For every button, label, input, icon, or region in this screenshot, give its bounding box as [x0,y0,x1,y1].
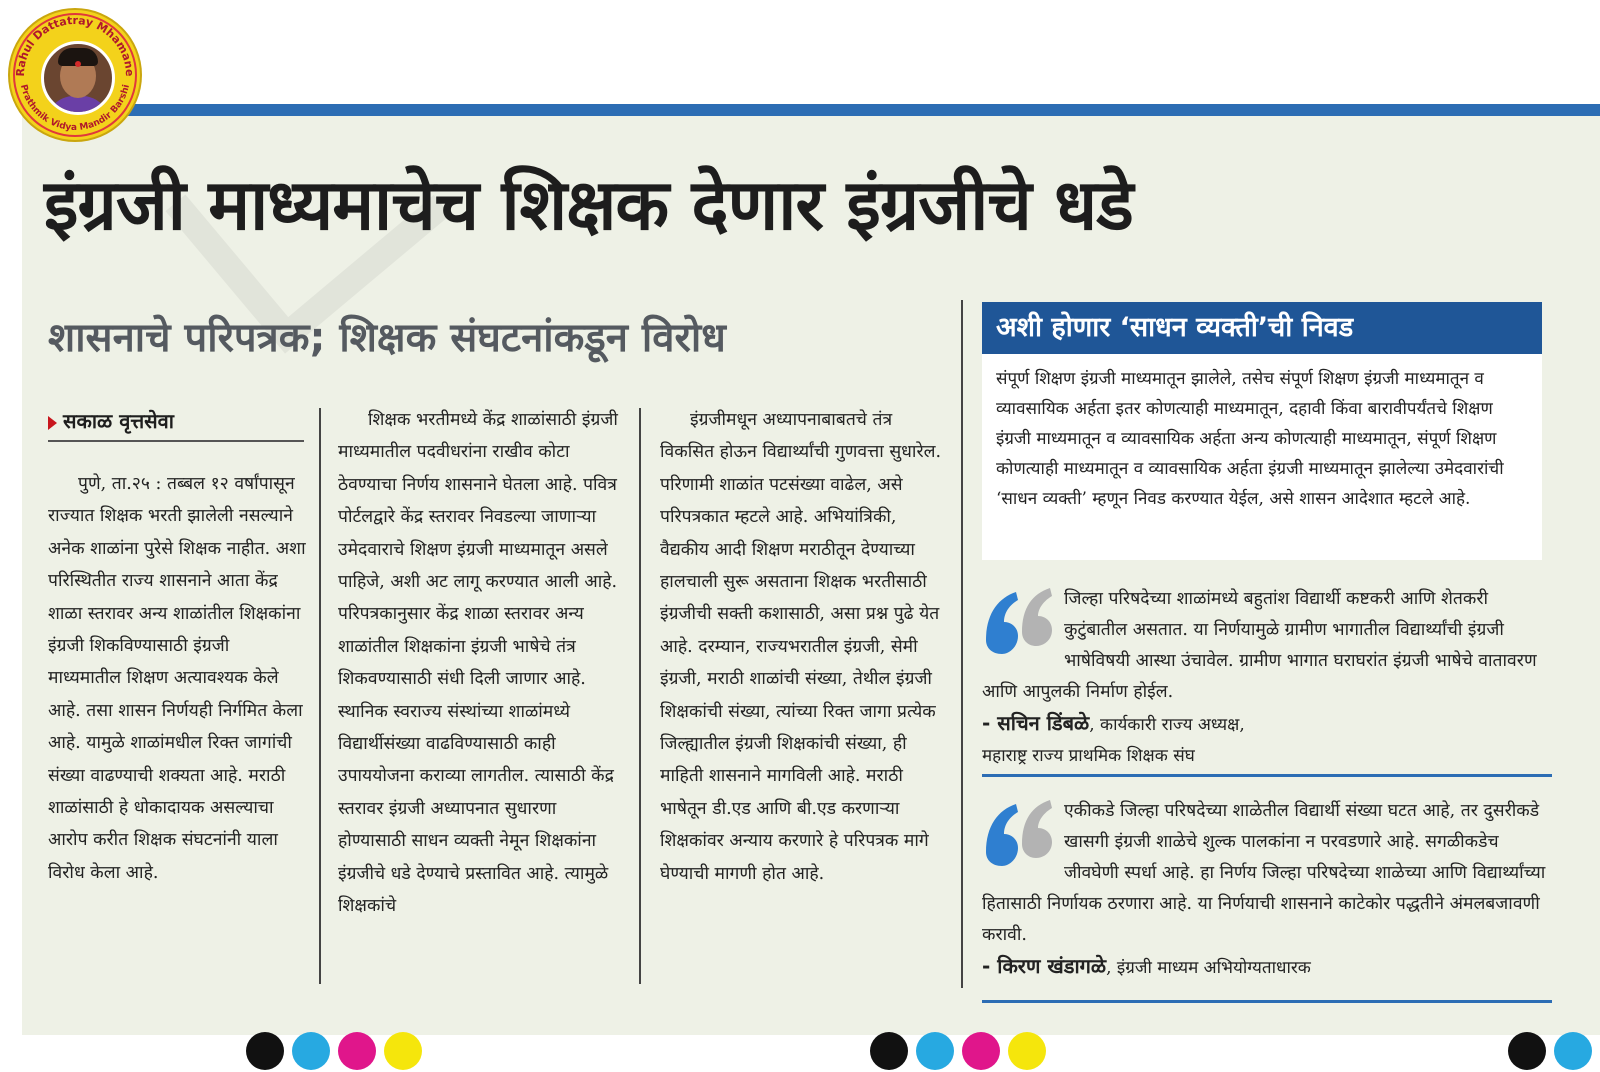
sidebar-box-title: अशी होणार ‘साधन व्यक्ती’ची निवड [982,302,1542,354]
badge-school-text: Prathmik Vidya Mandir Barshi [17,83,132,134]
quote-author: - सचिन डिंबळे [982,711,1090,735]
quote-author: - किरण खंडागळे [982,954,1107,978]
column-divider [319,408,321,984]
article-column-3 [660,404,944,890]
article-paragraph: शिक्षक भरतीमध्ये केंद्र शाळांसाठी इंग्रजी माध्यमातील पदवीधरांना राखीव कोटा ठेवण्याचा निर्णय शासनाने घेतला आहे. पवित्र पोर्टलद्वारे केंद्र स्तरावर निवडल्या जाणाऱ्या उमेदवाराचे शिक्षण इंग्रजी माध्यमातून असले पाहिजे, अशी अट लागू करण्यात आली आहे. परिपत्रकानुसार केंद्र शाळा स्तरावर अन्य शाळांतील शिक्षकांना इंग्रजी भाषेचे तंत्र शिकवण्यासाठी संधी दिली जाणार आहे. स्थानिक स्वराज्य संस्थांच्या शाळांमध्ये विद्यार्थीसंख्या वाढविण्यासाठी काही उपाययोजना कराव्या लागतील. त्यासाठी केंद्र स्तरावर इंग्रजी अध्यापनात सुधारणा होण्यासाठी साधन व्यक्ती नेमून शिक्षकांना इंग्रजीचे धडे देण्याचे प्रस्तावित आहे. त्यामुळे शिक्षकांचे [338,410,618,917]
quote-author-role: , कार्यकारी राज्य अध्यक्ष, [1089,715,1245,735]
quote-author-org: महाराष्ट्र राज्य प्राथमिक शिक्षक संघ [982,746,1195,766]
badge-name-text: Rahul Dattatray Mhamane [13,13,137,77]
quote-text: जिल्हा परिषदेच्या शाळांमध्ये बहुतांश विद्यार्थी कष्टकरी आणि शेतकरी कुटुंबातील असतात. या निर्णयामुळे ग्रामीण भागातील विद्यार्थ्यांची इंग्रजी भाषेविषयी आस्था उंचावेल. ग्रामीण भागात घराघरांत इंग्रजी भाषेचे वातावरण आणि आपुलकी निर्माण होईल. [982,589,1537,702]
quote-attribution [982,951,1552,984]
quote-block [982,584,1552,772]
sidebar-divider [982,774,1552,777]
article-column-2 [338,404,622,923]
column-divider [639,408,641,984]
subheadline: शासनाचे परिपत्रक; शिक्षक संघटनांकडून विरोध [48,315,726,361]
article-column-1 [48,468,306,889]
quote-mark-icon [982,796,1058,880]
sidebar-divider [982,1000,1552,1003]
byline-marker-icon [48,416,57,430]
quote-attribution [982,708,1552,741]
quote-block [982,796,1552,984]
byline-text: सकाळ वृत्तसेवा [63,409,174,433]
quote-author-role: , इंग्रजी माध्यम अभियोग्यताधारक [1106,958,1311,978]
avatar [41,41,115,115]
quote-mark-icon [982,584,1058,668]
quote-text: एकीकडे जिल्हा परिषदेच्या शाळेतील विद्यार्थी संख्या घटत आहे, तर दुसरीकडे खासगी इंग्रजी शाळेचे शुल्क पालकांना न परवडणारे आहे. सगळीकडेच जीवघेणी स्पर्धा आहे. हा निर्णय जिल्हा परिषदेच्या शाळेच्या आणि विद्यार्थ्यांच्या हितासाठी निर्णायक ठरणारा आहे. या निर्णयाची शासनाने काटेकोर पद्धतीने अंमलबजावणी करावी. [982,801,1546,945]
sidebar-box-text: संपूर्ण शिक्षण इंग्रजी माध्यमातून झालेले, तसेच संपूर्ण शिक्षण इंग्रजी माध्यमातून व व्यावसायिक अर्हता इतर कोणत्याही माध्यमातून, दहावी किंवा बारावीपर्यंतचे शिक्षण इंग्रजी माध्यमातून व व्यावसायिक अर्हता अन्य कोणत्याही माध्यमातून, संपूर्ण शिक्षण कोणत्याही माध्यमातून व व्यावसायिक अर्हता इंग्रजी माध्यमातून झालेल्या उमेदवारांची ‘साधन व्यक्ती’ म्हणून निवड करण्यात येईल, असे शासन आदेशात म्हटले आहे. [982,354,1542,560]
byline [48,404,304,442]
article-paragraph: पुणे, ता.२५ : तब्बल १२ वर्षांपासून राज्यात शिक्षक भरती झालेली नसल्याने अनेक शाळांना पुरेसे शिक्षक नाहीत. अशा परिस्थितीत राज्य शासनाने आता केंद्र शाळा स्तरावर अन्य शाळांतील शिक्षकांना इंग्रजी शिकविण्यासाठी इंग्रजी माध्यमातील शिक्षण अत्यावश्यक केले आहे. तसा शासन निर्णयही निर्गमित केला आहे. यामुळे शाळांमधील रिक्त जागांची संख्या वाढण्याची शक्यता आहे. मराठी शाळांसाठी हे धोकादायक असल्याचा आरोप करीत शिक्षक संघटनांनी याला विरोध केला आहे. [48,474,306,883]
column-divider [961,300,963,988]
profile-badge-logo [10,10,140,140]
page-title: इंग्रजी माध्यमाचेच शिक्षक देणार इंग्रजीचे धडे [44,164,1133,246]
article-paragraph: इंग्रजीमधून अध्यापनाबाबतचे तंत्र विकसित होऊन विद्यार्थ्यांची गुणवत्ता सुधारेल. परिणामी शाळांत पटसंख्या वाढेल, असे परिपत्रकात म्हटले आहे. अभियांत्रिकी, वैद्यकीय आदी शिक्षण मराठीतून देण्याच्या हालचाली सुरू असताना शिक्षक भरतीसाठी इंग्रजीची सक्ती कशासाठी, असा प्रश्न पुढे येत आहे. दरम्यान, राज्यभरातील इंग्रजी, सेमी इंग्रजी, मराठी शाळांची संख्या, तेथील इंग्रजी शिक्षकांची संख्या, त्यांच्या रिक्त जागा प्रत्येक जिल्ह्यातील इंग्रजी शिक्षकांची संख्या, ही माहिती शासनाने मागविली आहे. मराठी भाषेतून डी.एड आणि बी.एड करणाऱ्या शिक्षकांवर अन्याय करणारे हे परिपत्रक मागे घेण्याची मागणी होत आहे. [660,410,942,884]
